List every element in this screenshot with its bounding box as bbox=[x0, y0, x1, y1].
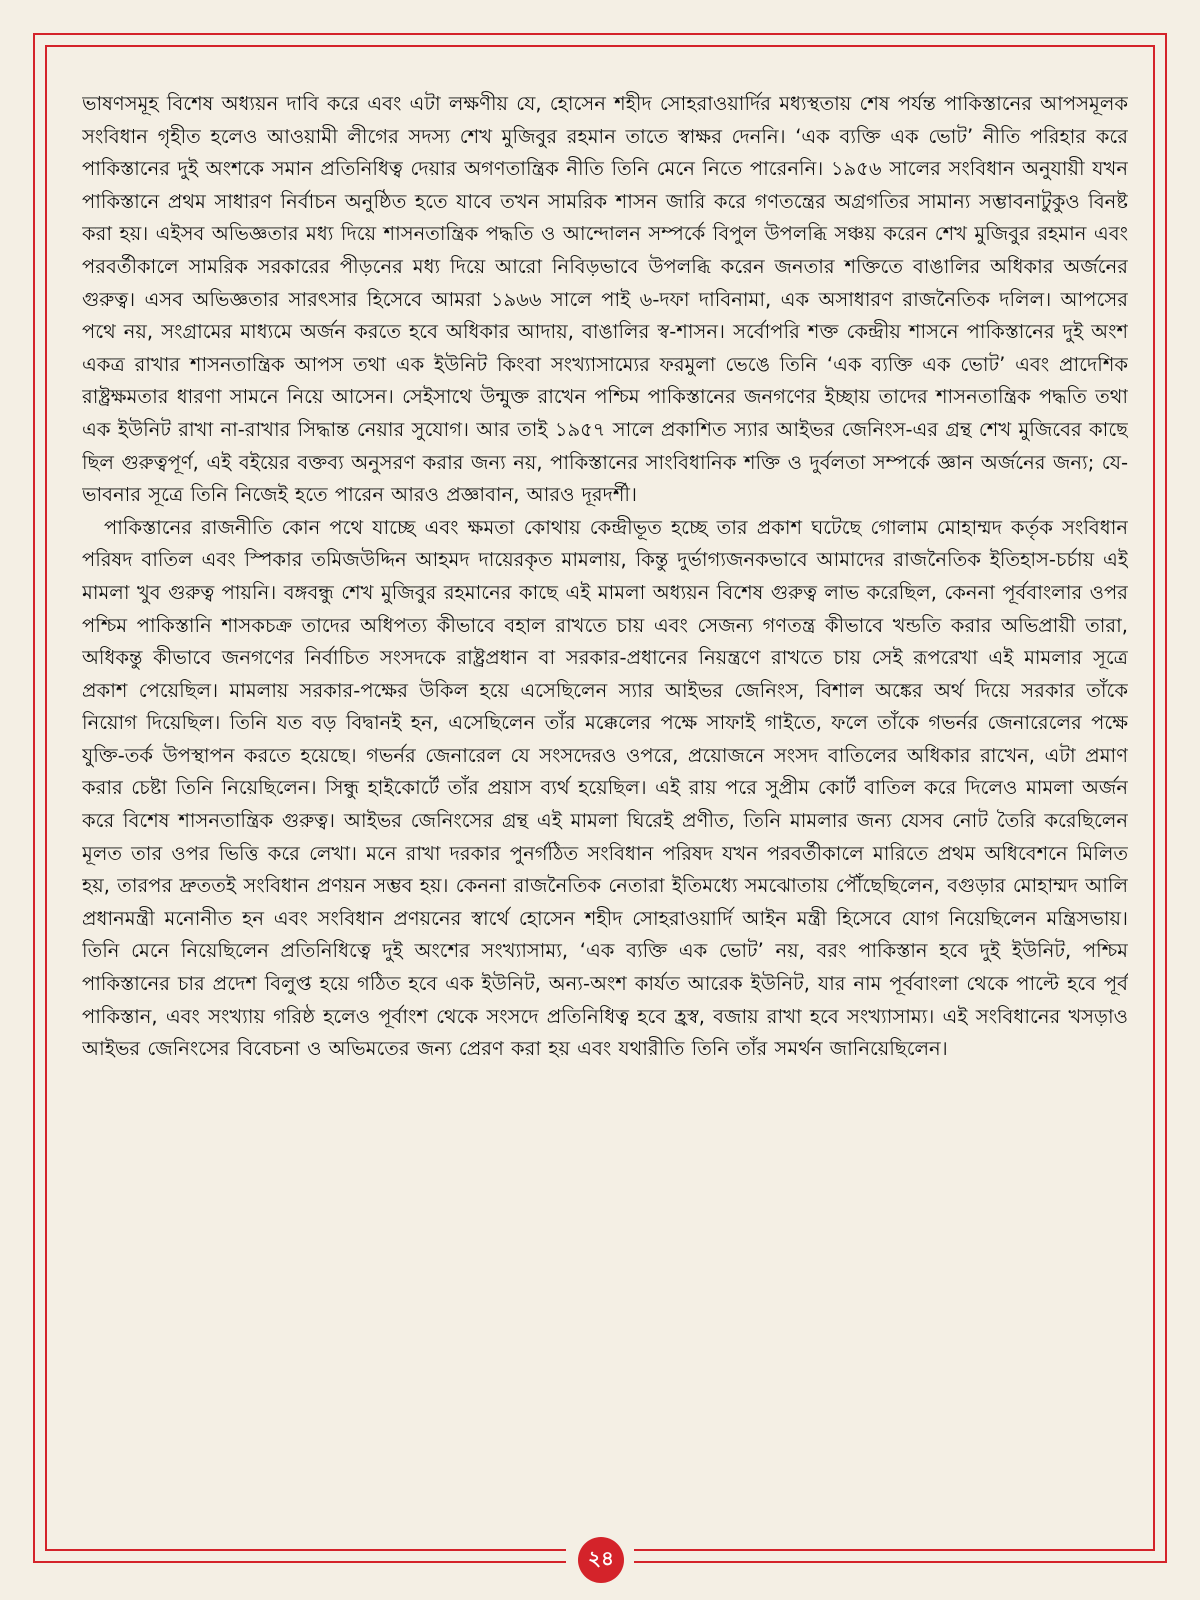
page-number: ২৪ bbox=[578, 1537, 624, 1583]
body-text bbox=[82, 88, 1128, 1528]
paragraph-2: পাকিস্তানের রাজনীতি কোন পথে যাচ্ছে এবং ক্ষমতা কোথায় কেন্দ্রীভূত হচ্ছে তার প্রকাশ ঘটেছে গোলাম মোহাম্মদ কর্তৃক সংবিধান পরিষদ বাতিল এবং স্পিকার তমিজউদ্দিন আহমদ দায়েরকৃত মামলায়, কিন্তু দুর্ভাগ্যজনকভাবে আমাদের রাজনৈতিক ইতিহাস-চর্চায় এই মামলা খুব গুরুত্ব পায়নি। বঙ্গবন্ধু শেখ মুজিবুর রহমানের কাছে এই মামলা অধ্যয়ন বিশেষ গুরুত্ব লাভ করেছিল, কেননা পূর্ববাংলার ওপর পশ্চিম পাকিস্তানি শাসকচক্র তাদের অধিপত্য কীভাবে বহাল রাখতে চায় এবং সেজন্য গণতন্ত্র কীভাবে খন্ডতি করার অভিপ্রায়ী তারা, অধিকন্তু কীভাবে জনগণের নির্বাচিত সংসদকে রাষ্ট্রপ্রধান বা সরকার-প্রধানের নিয়ন্ত্রণে রাখতে চায় সেই রূপরেখা এই মামলার সূত্রে প্রকাশ পেয়েছিল। মামলায় সরকার-পক্ষের উকিল হয়ে এসেছিলেন স্যার আইভর জেনিংস, বিশাল অঙ্কের অর্থ দিয়ে সরকার তাঁকে নিয়োগ দিয়েছিল। তিনি যত বড় বিদ্বানই হন, এসেছিলেন তাঁর মক্কেলের পক্ষে সাফাই গাইতে, ফলে তাঁকে গভর্নর জেনারেলের পক্ষে যুক্তি-তর্ক উপস্থাপন করতে হয়েছে। গভর্নর জেনারেল যে সংসদেরও ওপরে, প্রয়োজনে সংসদ বাতিলের অধিকার রাখেন, এটা প্রমাণ করার চেষ্টা তিনি নিয়েছিলেন। সিন্ধু হাইকোর্টে তাঁর প্রয়াস ব্যর্থ হয়েছিল। এই রায় পরে সুপ্রীম কোর্ট বাতিল করে দিলেও মামলা অর্জন করে বিশেষ শাসনতান্ত্রিক গুরুত্ব। আইভর জেনিংসের গ্রন্থ এই মামলা ঘিরেই প্রণীত, তিনি মামলার জন্য যেসব নোট তৈরি করেছিলেন মূলত তার ওপর ভিত্তি করে লেখা। মনে রাখা দরকার পুনর্গঠিত সংবিধান পরিষদ যখন পরবর্তীকালে মারিতে প্রথম অধিবেশনে মিলিত হয়, তারপর দ্রুততই সংবিধান প্রণয়ন সম্ভব হয়। কেননা রাজনৈতিক নেতারা ইতিমধ্যে সমঝোতায় পৌঁছেছিলেন, বগুড়ার মোহাম্মদ আলি প্রধানমন্ত্রী মনোনীত হন এবং সংবিধান প্রণয়নের স্বার্থে হোসেন শহীদ সোহরাওয়ার্দি আইন মন্ত্রী হিসেবে যোগ নিয়েছিলেন মন্ত্রিসভায়। তিনি মেনে নিয়েছিলেন প্রতিনিধিত্বে দুই অংশের সংখ্যাসাম্য, ‘এক ব্যক্তি এক ভোট’ নয়, বরং পাকিস্তান হবে দুই ইউনিট, পশ্চিম পাকিস্তানের চার প্রদেশ বিলুপ্ত হয়ে গঠিত হবে এক ইউনিট, অন্য-অংশ কার্যত আরেক ইউনিট, যার নাম পূর্ববাংলা থেকে পাল্টে হবে পূর্ব পাকিস্তান, এবং সংখ্যায় গরিষ্ঠ হলেও পূর্বাংশ থেকে সংসদে প্রতিনিধিত্ব হবে হ্রস্ব, বজায় রাখা হবে সংখ্যাসাম্য। এই সংবিধানের খসড়াও আইভর জেনিংসের বিবেচনা ও অভিমতের জন্য প্রেরণ করা হয় এবং যথারীতি তিনি তাঁর সমর্থন জানিয়েছিলেন। bbox=[82, 515, 1128, 1061]
page-number-badge bbox=[566, 1535, 634, 1587]
paragraph-1: ভাষণসমূহ বিশেষ অধ্যয়ন দাবি করে এবং এটা লক্ষণীয় যে, হোসেন শহীদ সোহরাওয়ার্দির মধ্যস্থতায় শেষ পর্যন্ত পাকিস্তানের আপসমূলক সংবিধান গৃহীত হলেও আওয়ামী লীগের সদস্য শেখ মুজিবুর রহমান তাতে স্বাক্ষর দেননি। ‘এক ব্যক্তি এক ভোট’ নীতি পরিহার করে পাকিস্তানের দুই অংশকে সমান প্রতিনিধিত্ব দেয়ার অগণতান্ত্রিক নীতি তিনি মেনে নিতে পারেননি। ১৯৫৬ সালের সংবিধান অনুযায়ী যখন পাকিস্তানে প্রথম সাধারণ নির্বাচন অনুষ্ঠিত হতে যাবে তখন সামরিক শাসন জারি করে গণতন্ত্রের অগ্রগতির সামান্য সম্ভাবনাটুকুও বিনষ্ট করা হয়। এইসব অভিজ্ঞতার মধ্য দিয়ে শাসনতান্ত্রিক পদ্ধতি ও আন্দোলন সম্পর্কে বিপুল উপলব্ধি সঞ্চয় করেন শেখ মুজিবুর রহমান এবং পরবর্তীকালে সামরিক সরকারের পীড়নের মধ্য দিয়ে আরো নিবিড়ভাবে উপলব্ধি করেন জনতার শক্তিতে বাঙালির অধিকার অর্জনের গুরুত্ব। এসব অভিজ্ঞতার সারৎসার হিসেবে আমরা ১৯৬৬ সালে পাই ৬-দফা দাবিনামা, এক অসাধারণ রাজনৈতিক দলিল। আপসের পথে নয়, সংগ্রামের মাধ্যমে অর্জন করতে হবে অধিকার আদায়, বাঙালির স্ব-শাসন। সর্বোপরি শক্ত কেন্দ্রীয় শাসনে পাকিস্তানের দুই অংশ একত্র রাখার শাসনতান্ত্রিক আপস তথা এক ইউনিট কিংবা সংখ্যাসাম্যের ফরমুলা ভেঙে তিনি ‘এক ব্যক্তি এক ভোট’ এবং প্রাদেশিক রাষ্ট্রক্ষমতার ধারণা সামনে নিয়ে আসেন। সেইসাথে উন্মুক্ত রাখেন পশ্চিম পাকিস্তানের জনগণের ইচ্ছায় তাদের শাসনতান্ত্রিক পদ্ধতি তথা এক ইউনিট রাখা না-রাখার সিদ্ধান্ত নেয়ার সুযোগ। আর তাই ১৯৫৭ সালে প্রকাশিত স্যার আইভর জেনিংস-এর গ্রন্থ শেখ মুজিবের কাছে ছিল গুরুত্বপূর্ণ, এই বইয়ের বক্তব্য অনুসরণ করার জন্য নয়, পাকিস্তানের সাংবিধানিক শক্তি ও দুর্বলতা সম্পর্কে জ্ঞান অর্জনের জন্য; যে-ভাবনার সূত্রে তিনি নিজেই হতে পারেন আরও প্রজ্ঞাবান, আরও দূরদর্শী। bbox=[82, 92, 1128, 507]
